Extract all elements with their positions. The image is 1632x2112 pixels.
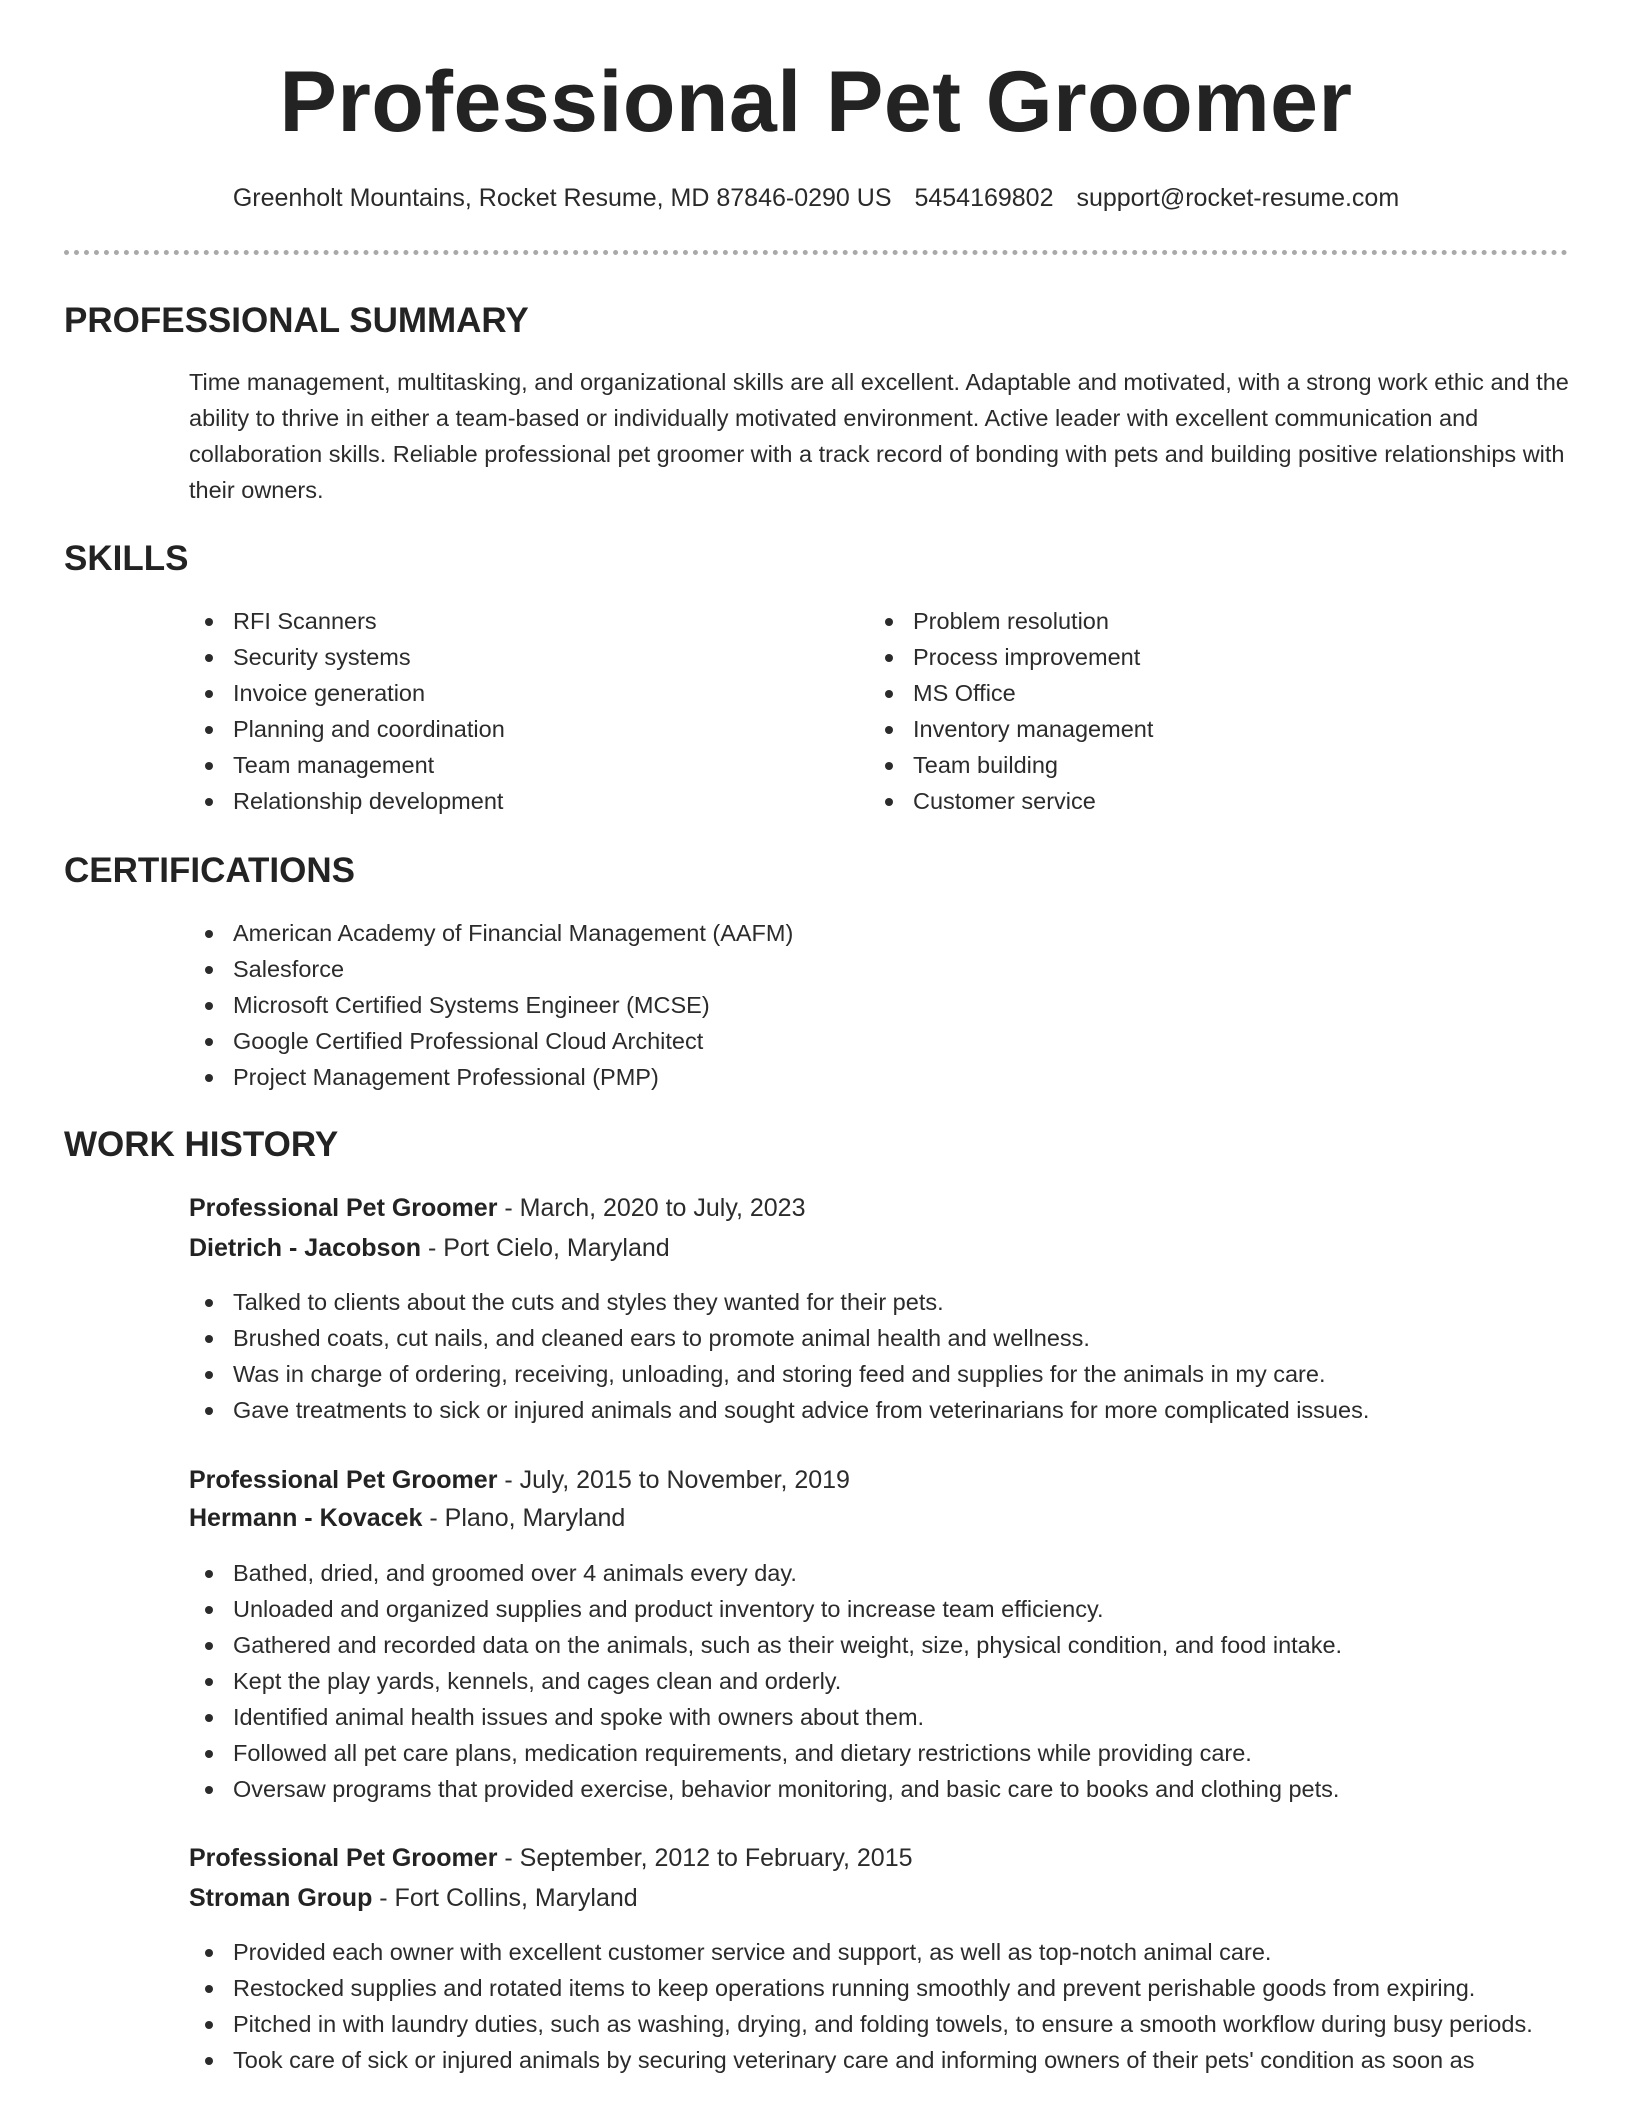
resume-name: Professional Pet Groomer [279, 54, 1353, 150]
job-role: Professional Pet Groomer [189, 1844, 498, 1872]
list-item: Planning and coordination [189, 711, 829, 747]
list-item: Gave treatments to sick or injured animals and sought advice from veterinarians for more complicated issues. [189, 1392, 1569, 1428]
certifications-list [189, 915, 1569, 1095]
list-item: Unloaded and organized supplies and product inventory to increase team efficiency. [189, 1591, 1569, 1627]
contact-phone: 5454169802 [914, 184, 1054, 212]
list-item: Oversaw programs that provided exercise, behavior monitoring, and basic care to books and clothing pets. [189, 1771, 1569, 1807]
summary-heading: PROFESSIONAL SUMMARY [64, 301, 529, 340]
list-item: Customer service [869, 783, 1509, 819]
list-item: Kept the play yards, kennels, and cages clean and orderly. [189, 1663, 1569, 1699]
list-item: RFI Scanners [189, 603, 829, 639]
list-item: Problem resolution [869, 603, 1509, 639]
job-role: Professional Pet Groomer [189, 1466, 498, 1494]
list-item: Took care of sick or injured animals by securing veterinary care and informing owners of their pets' condition as soon as [189, 2042, 1569, 2078]
job-dates: - March, 2020 to July, 2023 [497, 1194, 806, 1222]
job-dates: - September, 2012 to February, 2015 [497, 1844, 913, 1872]
job-company: Stroman Group [189, 1884, 373, 1912]
job-role: Professional Pet Groomer [189, 1194, 498, 1222]
list-item: Provided each owner with excellent customer service and support, as well as top-notch animal care. [189, 1934, 1569, 1970]
list-item: Was in charge of ordering, receiving, unloading, and storing feed and supplies for the animals in my care. [189, 1356, 1569, 1392]
job-company-line [189, 1880, 638, 1916]
contact-info [0, 180, 1632, 216]
list-item: Process improvement [869, 639, 1509, 675]
list-item: Invoice generation [189, 675, 829, 711]
job-location: - Fort Collins, Maryland [372, 1884, 638, 1912]
list-item: Inventory management [869, 711, 1509, 747]
list-item: Identified animal health issues and spoke with owners about them. [189, 1699, 1569, 1735]
list-item: American Academy of Financial Management (AAFM) [189, 915, 1569, 951]
job-location: - Plano, Maryland [422, 1504, 626, 1532]
job-company: Hermann - Kovacek [189, 1504, 423, 1532]
list-item: Bathed, dried, and groomed over 4 animals every day. [189, 1555, 1569, 1591]
skills-list-left [189, 603, 829, 819]
job-company-line [189, 1500, 625, 1536]
job-location: - Port Cielo, Maryland [421, 1234, 670, 1262]
list-item: Relationship development [189, 783, 829, 819]
job-title-line [189, 1462, 850, 1498]
job-dates: - July, 2015 to November, 2019 [497, 1466, 850, 1494]
contact-email: support@rocket-resume.com [1076, 184, 1400, 212]
summary-text: Time management, multitasking, and organizational skills are all excellent. Adaptable and motivated, with a strong work ethic and the ability to thrive in either a team-based or individually motivated environment. Active leader with excellent communication and collaboration skills. Reliable professional pet groomer with a track record of bonding with pets and building positive relationships with their owners. [189, 369, 1569, 503]
list-item: Google Certified Professional Cloud Architect [189, 1023, 1569, 1059]
list-item: Gathered and recorded data on the animals, such as their weight, size, physical condition, and food intake. [189, 1627, 1569, 1663]
list-item: Talked to clients about the cuts and styles they wanted for their pets. [189, 1284, 1569, 1320]
job-bullets [189, 1934, 1569, 2078]
list-item: Pitched in with laundry duties, such as washing, drying, and folding towels, to ensure a smooth workflow during busy periods. [189, 2006, 1569, 2042]
job-bullets [189, 1555, 1569, 1807]
skills-list-right [869, 603, 1509, 819]
job-bullets [189, 1284, 1569, 1428]
list-item: Project Management Professional (PMP) [189, 1059, 1569, 1095]
contact-address: Greenholt Mountains, Rocket Resume, MD 87846-0290 US [232, 184, 892, 212]
skills-heading: SKILLS [64, 539, 189, 578]
list-item: Salesforce [189, 951, 1569, 987]
job-company-line [189, 1230, 670, 1266]
job-title-line [189, 1840, 913, 1876]
header-divider [64, 250, 1568, 255]
list-item: Microsoft Certified Systems Engineer (MCSE) [189, 987, 1569, 1023]
list-item: Security systems [189, 639, 829, 675]
job-company: Dietrich - Jacobson [189, 1234, 421, 1262]
list-item: Restocked supplies and rotated items to keep operations running smoothly and prevent perishable goods from expiring. [189, 1970, 1569, 2006]
job-title-line [189, 1190, 805, 1226]
certifications-heading: CERTIFICATIONS [64, 851, 356, 890]
work-history-heading: WORK HISTORY [64, 1125, 339, 1164]
list-item: Team building [869, 747, 1509, 783]
list-item: Brushed coats, cut nails, and cleaned ears to promote animal health and wellness. [189, 1320, 1569, 1356]
list-item: Followed all pet care plans, medication requirements, and dietary restrictions while providing care. [189, 1735, 1569, 1771]
list-item: MS Office [869, 675, 1509, 711]
list-item: Team management [189, 747, 829, 783]
